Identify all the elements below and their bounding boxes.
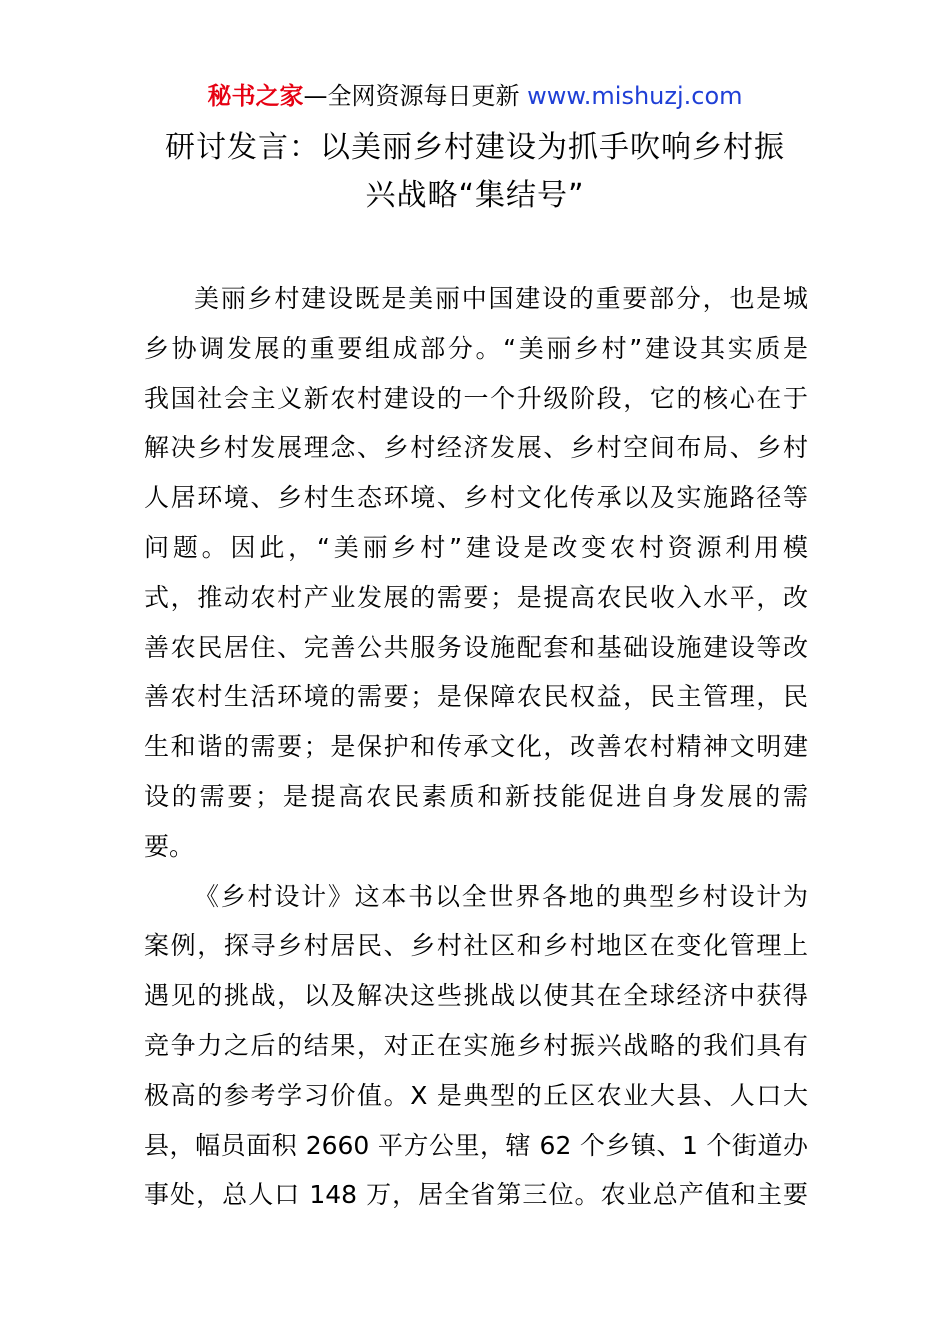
site-brand: 秘书之家 xyxy=(207,82,304,110)
paragraph-line: 善农民居住、完善公共服务设施配套和基础设施建设等改 xyxy=(144,632,808,662)
title-line-2: 兴战略“集结号” xyxy=(365,178,585,213)
paragraph-2 xyxy=(144,872,808,1221)
paragraph-line: 人居环境、乡村生态环境、乡村文化传承以及实施路径等 xyxy=(144,483,808,513)
document-body xyxy=(144,274,808,1220)
paragraph-line: 设的需要；是提高农民素质和新技能促进自身发展的需 xyxy=(144,781,808,811)
paragraph-line: 美丽乡村建设既是美丽中国建设的重要部分，也是城 xyxy=(194,284,808,313)
title-line-1: 研讨发言：以美丽乡村建设为抓手吹响乡村振 xyxy=(165,130,785,165)
paragraph-line: 问题。因此，“美丽乡村”建设是改变农村资源利用模 xyxy=(144,532,808,562)
paragraph-line: 生和谐的需要；是保护和传承文化，改善农村精神文明建 xyxy=(144,732,808,762)
paragraph-line: 式，推动农村产业发展的需要；是提高农民收入水平，改 xyxy=(144,582,808,612)
paragraph-line: 乡协调发展的重要组成部分。“美丽乡村”建设其实质是 xyxy=(144,333,808,363)
site-header xyxy=(0,78,950,114)
paragraph-line: 案例，探寻乡村居民、乡村社区和乡村地区在变化管理上 xyxy=(144,931,808,961)
site-url[interactable]: www.mishuzj.com xyxy=(527,82,743,110)
paragraph-line: 我国社会主义新农村建设的一个升级阶段，它的核心在于 xyxy=(144,383,808,413)
paragraph-line: 《乡村设计》这本书以全世界各地的典型乡村设计为 xyxy=(194,881,808,911)
paragraph-line: 要。 xyxy=(144,831,195,861)
document-title xyxy=(140,124,810,220)
paragraph-line: 竞争力之后的结果，对正在实施乡村振兴战略的我们具有 xyxy=(144,1030,808,1060)
paragraph-1 xyxy=(144,274,808,872)
site-tagline: —全网资源每日更新 xyxy=(303,82,528,110)
paragraph-line: 事处，总人口 148 万，居全省第三位。农业总产值和主要 xyxy=(144,1180,808,1210)
paragraph-line: 解决乡村发展理念、乡村经济发展、乡村空间布局、乡村 xyxy=(144,433,808,463)
paragraph-line: 遇见的挑战，以及解决这些挑战以使其在全球经济中获得 xyxy=(144,981,808,1011)
paragraph-line: 善农村生活环境的需要；是保障农民权益，民主管理，民 xyxy=(144,682,808,712)
paragraph-line: 极高的参考学习价值。X 是典型的丘区农业大县、人口大 xyxy=(144,1080,808,1110)
paragraph-line: 县，幅员面积 2660 平方公里，辖 62 个乡镇、1 个街道办 xyxy=(144,1130,808,1160)
